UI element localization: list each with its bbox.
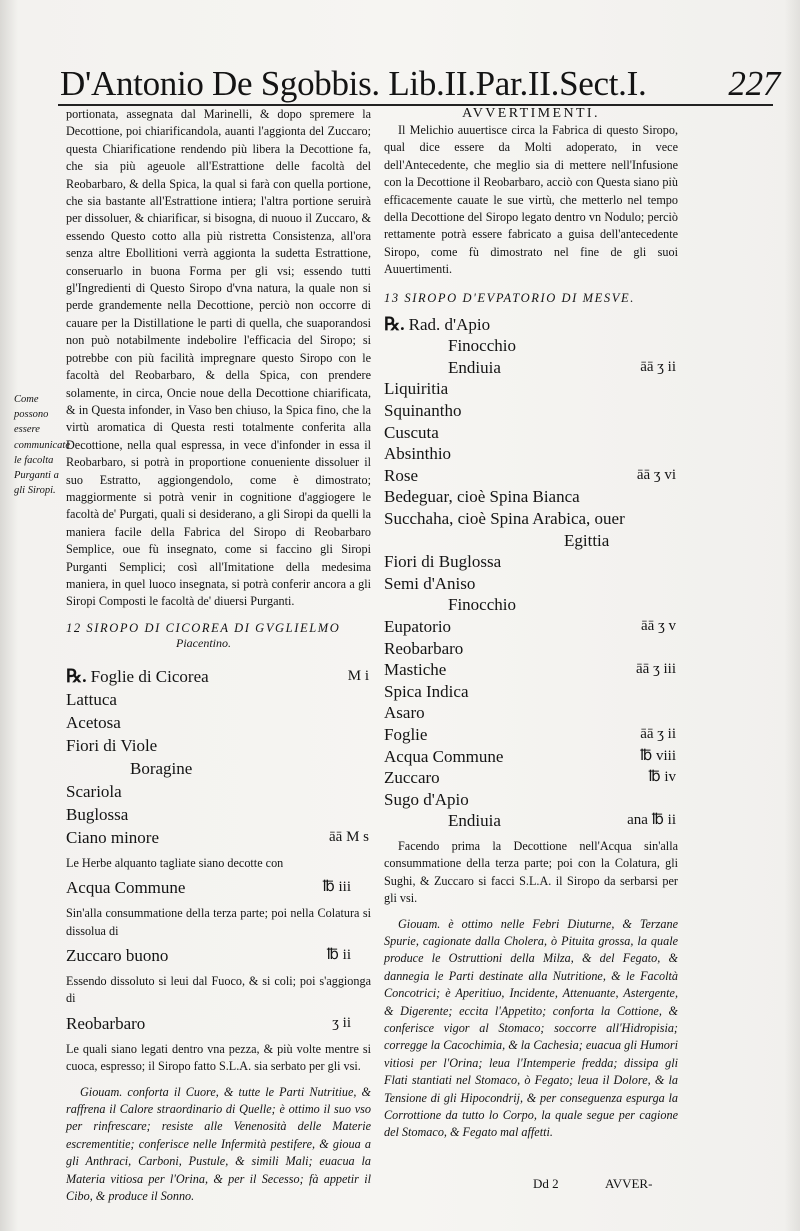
ingredient-qty: āā ʒ vi [636,466,676,483]
ingredient-name: Finocchio [448,595,516,615]
ingredient-qty: ℔ viii [639,747,676,764]
ingredient-name: Zuccaro [384,768,440,788]
ingredient-name: Succhaha, cioè Spina Arabica, ouer [384,509,625,528]
ingredient-row [384,724,678,746]
ingredient-name: Foglie di Cicorea [90,666,209,686]
gioua-paragraph: Giouam. conforta il Cuore, & tutte le Parti Nutritiue, & raffrena il Calore straordinario di Quelle; è ottimo il suo vso per rinfrescare; resiste alle Venenosità delle Materie escrementitie; conferisce nelle Infermità pestifere, & gioua a gli Anthraci, Carboni, Pustule, & simili Mali; euacua la Materia vitiosa per l'Orina, & per il Secesso; fà appetir il Cibo, & produce il Sonno. [66,1084,371,1204]
ingredient-row [384,594,678,616]
ingredient-row [384,573,678,595]
ingredient-row [384,422,678,444]
ingredient-name: Fiori di Viole [66,735,158,755]
method-paragraph: Facendo prima la Decottione nell'Acqua sin'alla consummatione della terza parte; poi con la Colatura, gli Sughi, & Zuccaro si facci S.L.A. il Siropo da serbarsi per gli vsi. [384,838,678,906]
ingredient-qty: ana ℔ ii [627,812,676,829]
ingredient-qty: āā ʒ iii [636,661,676,678]
ingredient-sugar [66,944,371,967]
catchword: AVVER- [605,1176,653,1191]
step-2: Sin'alla consummatione della terza parte; poi nella Colatura si dissolua di [66,906,371,938]
ingredient-name: Acqua Commune [384,746,504,766]
ingredient-row [384,335,678,357]
ingredient-row [384,810,678,832]
ingredient-row [66,803,371,826]
ingredient-list-12 [66,665,371,849]
ingredient-row [66,780,371,803]
step-3: Essendo dissoluto si leui dal Fuoco, & si coli; poi s'aggionga di [66,974,371,1006]
ingredient-row [384,314,678,336]
ingredient-name: Absinthio [384,444,452,464]
ingredient-qty: āā M s [329,828,369,845]
ingredient-row [384,746,678,768]
ingredient-name: Acetosa [66,712,121,732]
left-column [66,106,371,1205]
running-title: D'Antonio De Sgobbis. Lib.II.Par.II.Sect.I. [60,64,647,103]
ingredient-qty: ℔ ii [326,947,351,963]
page-edge-shadow [784,0,800,1231]
ingredient-rhubarb [66,1012,371,1035]
recipe-mark: ℞. [66,665,87,686]
ingredient-row [66,711,371,734]
ingredient-name: Endiuia [448,357,501,377]
ingredient-name: Ciano minore [66,827,160,847]
ingredient-row [66,734,371,757]
ingredient-qty: M i [347,667,369,684]
ingredient-row [66,688,371,711]
ingredient-name: Buglossa [66,804,129,824]
ingredient-name: Asaro [384,703,425,723]
ingredient-name: Mastiche [384,660,447,680]
ingredient-name: Fiori di Buglossa [384,552,502,572]
ingredient-row [384,465,678,487]
step-1: Le Herbe alquanto tagliate siano decotte con [66,855,284,870]
ingredient-name: Finocchio [448,336,516,356]
ingredient-row [384,486,678,508]
ingredient-name: Rose [384,465,418,485]
ingredient-row [384,400,678,422]
ingredient-name: Eupatorio [384,616,452,636]
ingredient-name: Scariola [66,781,122,801]
ingredient-name: Sugo d'Apio [384,789,469,809]
ingredient-row [66,826,371,849]
avvertimenti-text: Il Melichio auuertisce circa la Fabrica di questo Siropo, qual dice essere da Molti adoperato, in vece dell'Antecedente, che meglio sia di mettere nell'Infusione con la Decottione il Reobarbaro, acciò con Questa siano più efficacemente cauate le sue virtù, che metterlo nel tempo della Decottione del Siropo legato dentro vn Nodulo; perciò rettamente potrà essere fabricato a guisa dell'antecedente Siropo, come fù dimostrato nel fine de gli suoi Auuertimenti. [384,123,678,277]
ingredient-name: Bedeguar, cioè Spina Bianca [384,487,580,507]
ingredient-row [384,530,678,552]
ingredient-qty: ℔ iii [322,879,351,896]
ingredient-row [384,702,678,724]
ingredient-name: Rad. d'Apio [408,314,491,334]
ingredient-row [384,659,678,681]
avvertimenti-title: AVVERTIMENTI. [462,106,600,121]
gioua-paragraph: Giouam. è ottimo nelle Febri Diuturne, & Terzane Spurie, cagionate dalla Cholera, ò Pituita grossa, la quale produce le Ostruttioni della Milza, & del Fegato, & dannegia le Parti destinate alla Nutritione, & le Facoltà Concotrici; è Aperitiuo, Incidente, Attenuante, Astergente, & Digerente; eccita l'Appetito; conforta la Cottione, & conferisce vigor al Stomaco; soccorre all'Hidropisia; corregge la Cacochimia, & la Cachesia; euacua gli Humori vitiosi per l'Orina; leua l'Intemperie fredda; dissipa gli Flati stantiati nel Stomaco, ò Fegato; leua il Dolore, & la Tensione di gli Hipocondrij, & per conseguenza espurga la Corrottione da tutto lo Corpo, la quale segue per cagione del Stomaco, & Fegato mal affetti. [384,916,678,1140]
ingredient-name: Egittia [564,530,610,550]
ingredient-qty: āā ʒ ii [640,358,676,375]
margin-note: Come possono essere communicate le facolta Purganti a gli Siropi. [14,394,70,497]
ingredient-name: Squinantho [384,401,462,421]
ingredient-name: Acqua Commune [66,878,186,898]
ingredient-name: Boragine [130,758,193,778]
ingredient-water [66,876,371,899]
ingredient-qty: āā ʒ v [641,617,676,634]
section-subtitle-12: Piacentino. [176,635,231,650]
ingredient-name: Cuscuta [384,422,439,442]
recipe-mark: ℞. [384,313,405,334]
ingredient-row [66,665,371,688]
section-title-12: 12 SIROPO DI CICOREA DI GVGLIELMO [66,620,341,635]
ingredient-list-13 [384,314,678,832]
ingredient-name: Spica Indica [384,681,469,701]
ingredient-name: Zuccaro buono [66,946,169,965]
ingredient-row [384,378,678,400]
page-number: 227 [728,64,780,103]
ingredient-row [384,357,678,379]
ingredient-name: Semi d'Aniso [384,573,476,593]
ingredient-qty: āā ʒ ii [640,725,676,742]
ingredient-row [384,551,678,573]
ingredient-row [384,616,678,638]
signature-mark: Dd 2 [533,1176,559,1191]
ingredient-name: Reobarbaro [384,638,464,658]
ingredient-name: Liquiritia [384,379,449,399]
running-header [60,62,780,106]
ingredient-row [384,638,678,660]
ingredient-name: Lattuca [66,689,117,709]
ingredient-row [384,681,678,703]
ingredient-name: Endiuia [448,811,501,831]
ingredient-name: Foglie [384,724,428,744]
ingredient-row [384,789,678,811]
ingredient-row [66,757,371,780]
step-4: Le quali siano legati dentro vna pezza, & più volte mentre si cuoca, espresso; il Siropo fatto S.L.A. sia serbato per gli vsi. [66,1041,371,1074]
ingredient-qty: ℔ iv [648,769,676,786]
ingredient-name: Reobarbaro [66,1013,146,1033]
ingredient-row [384,767,678,789]
section-title-13: 13 SIROPO D'EVPATORIO DI MESVE. [384,290,635,305]
ingredient-row [384,443,678,465]
ingredient-qty: ʒ ii [332,1014,351,1031]
ingredient-row [384,508,678,530]
intro-paragraph: portionata, assegnata dal Marinelli, & dopo spremere la Decottione, poi chiarificandola, auanti l'aggionta del Zuccaro; questa Chiarificatione rendendo più libera la Decottione fa, che sia più ageuole all'Estrattione delle facoltà del Reobarbaro, & della Spica, la qual si farà con quella portione, che sia bastante all'Estrattione intiera; l'altra portione seruirà per dissoluer, & chiarificar, si bisogna, di nuouo il Zuccaro, & essendo Questo cotto alla più ristretta Consistenza, all'ora senza altre Ebollitioni verrà aggionta la sudetta Estrattione, conseruarlo in buona Forma per gli vsi; essendo tutti gl'Ingredienti di Questo Siropo d'vna natura, la quale non si perde grandemente nella Decottione, perciò non occorre di cauare per la Distillatione le parti di quella, che suaporandosi non può notabilmente indebolire l'efficacia del Siropo; si potrebbe con più facilità impregnare questo Siropo con le facoltà del Reobarbaro, & della Spica, con prendere solamente, in circa, Oncie noue della Decottione chiarificata, & in Questa infonder, in Vaso ben chiuso, la Spica fino, che la virtù aromatica di Questa resti totalmente conferita alla Decottione, nella qual espressa, in vece d'infonder in essa il Reobarbaro, si potrà in proportione conueniente dissoluer il suo Estratto, aggiongendolo, come è dimostrato; maggiormente si potrà venir in cognitione d'aggiogere le facoltà de' Purgati, quali si desiderano, a gli Siropi da quelli la maniera facile della Fabrica del Siropo di Reobarbaro Semplice, oue fù insegnato, come si faccino gli Siropi Purganti Semplici; così all'Imitatione della medesima maniera, in quel luoco insegnata, si potrà conferir ancora a gli Siropi Composti le facoltà de' diuersi Purganti. [66,107,371,609]
right-column [384,106,678,1142]
